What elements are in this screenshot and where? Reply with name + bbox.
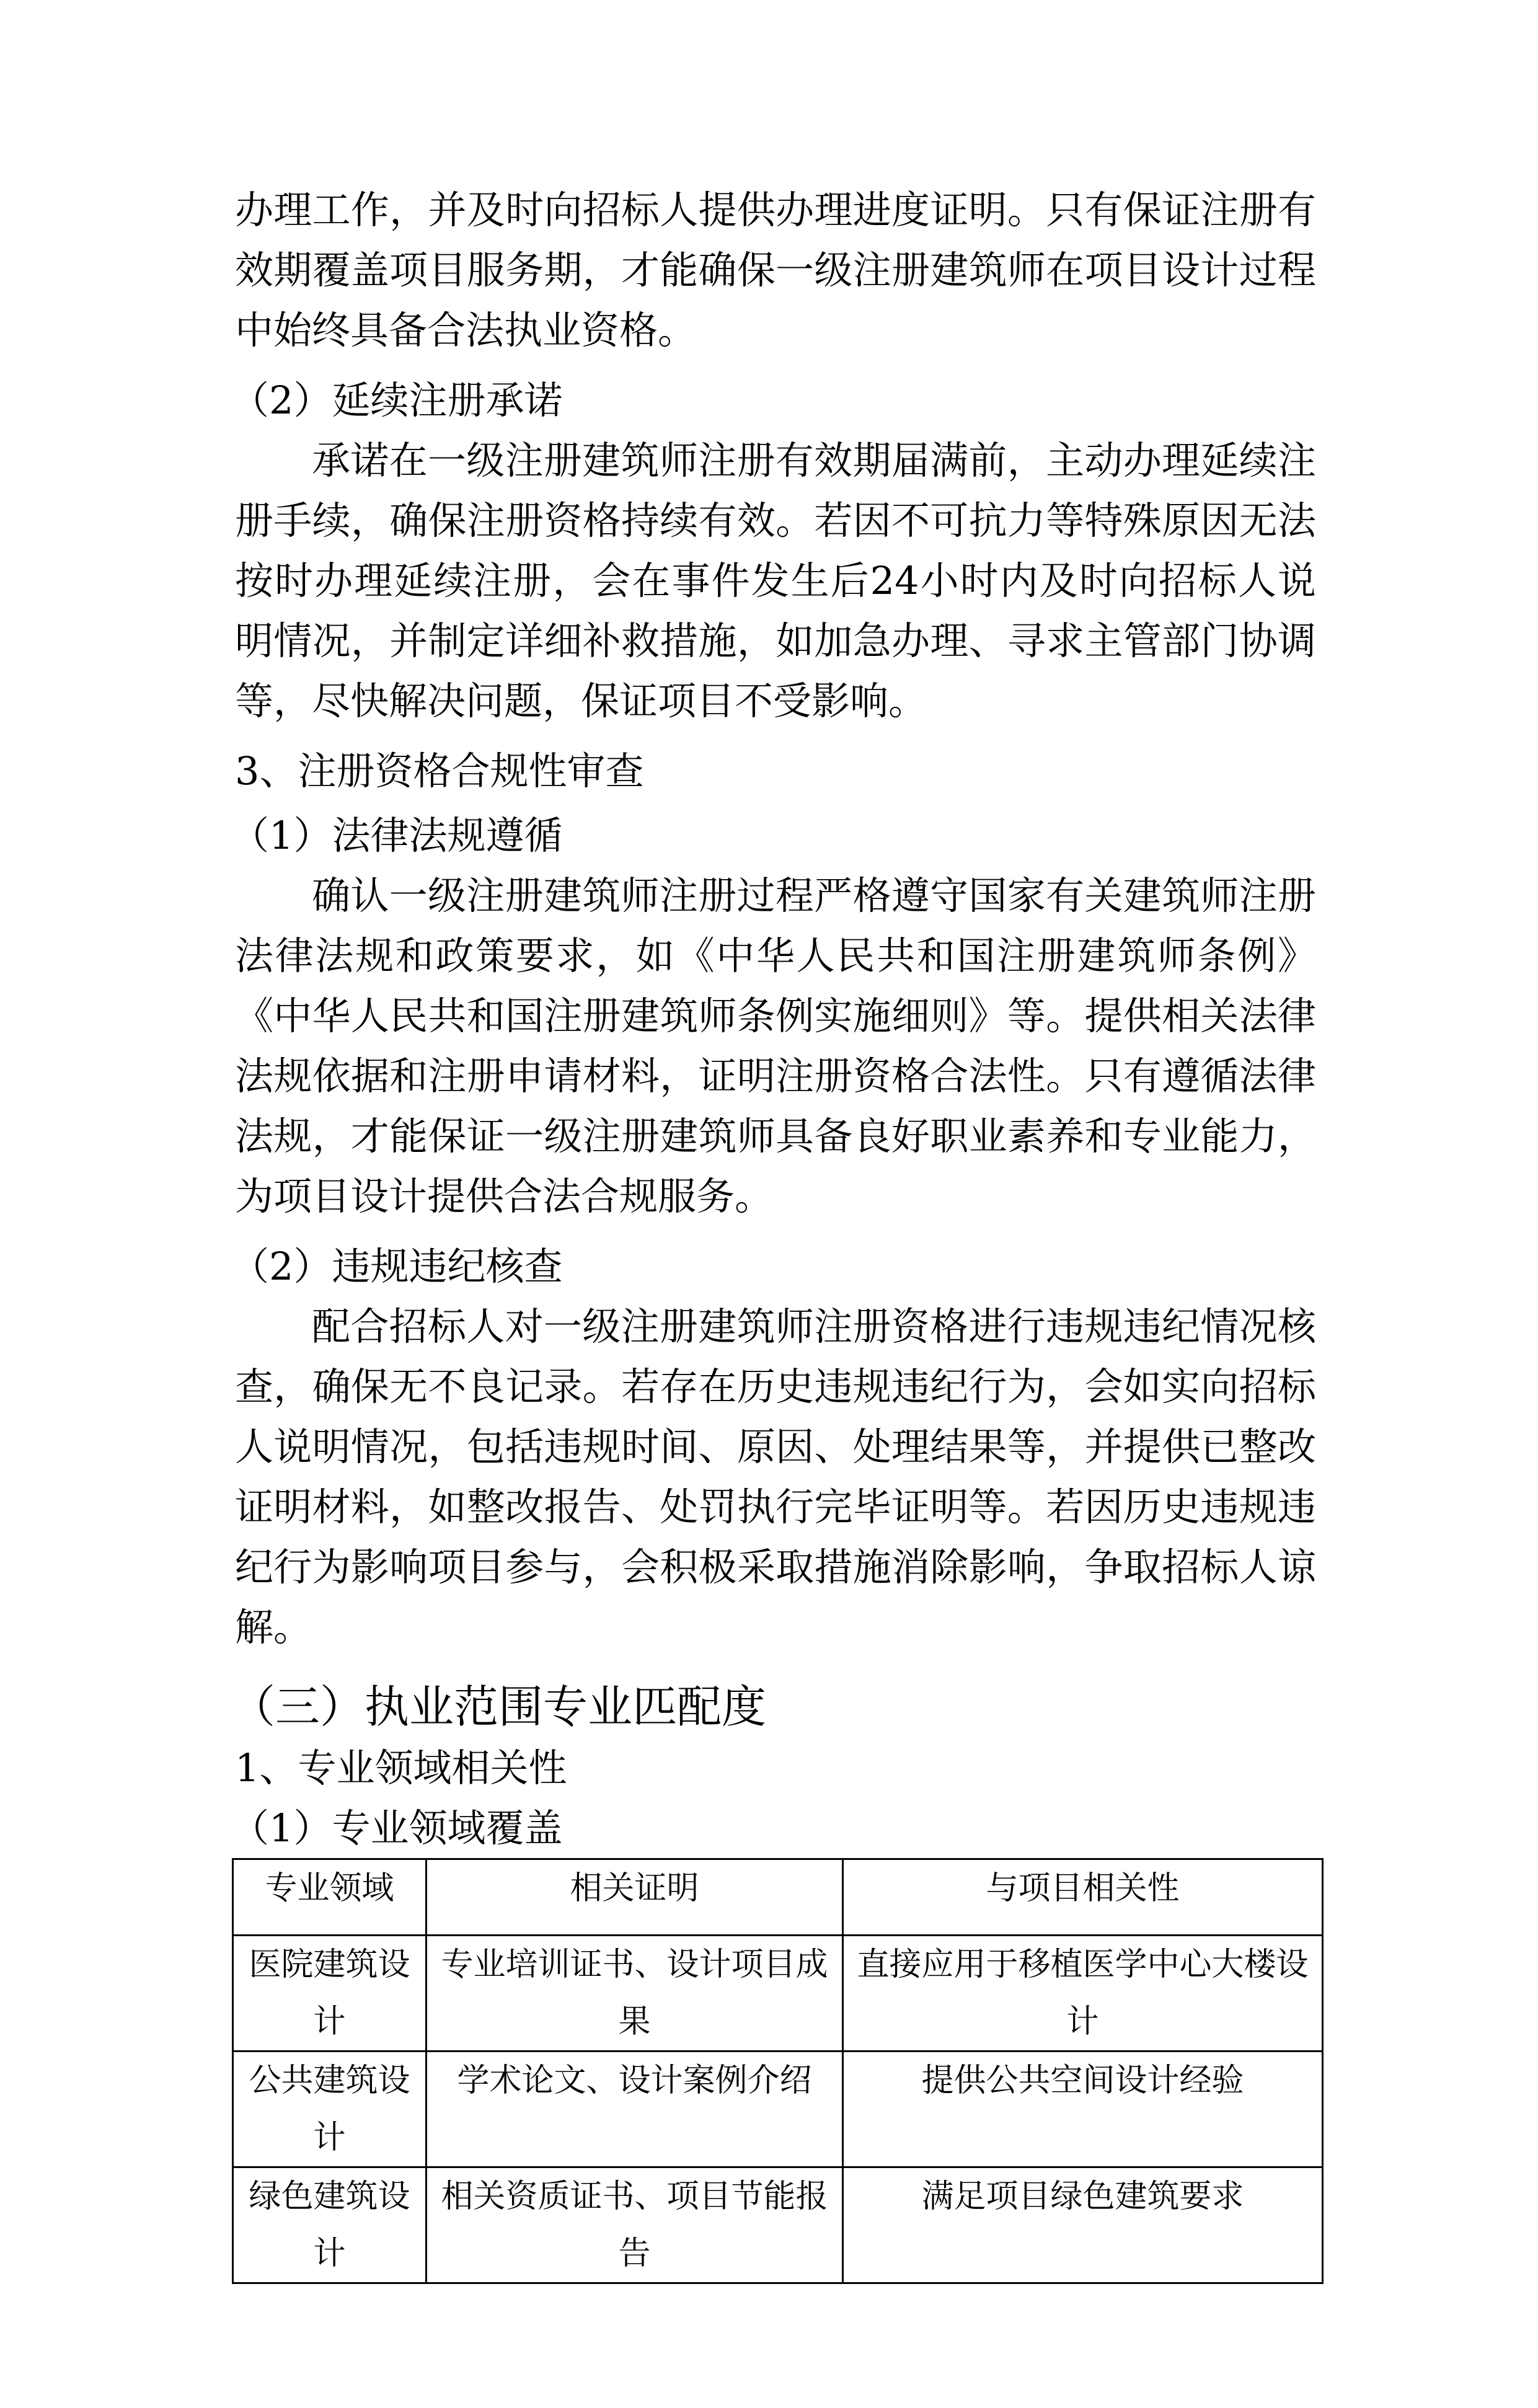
table-header-row (233, 1859, 1323, 1936)
field-coverage-table (232, 1858, 1324, 2284)
table-row (233, 2167, 1323, 2283)
subheading-violation: （2）违规违纪核查 (231, 1244, 563, 1289)
table-cell: 学术论文、设计案例介绍 (426, 2052, 843, 2167)
subheading-field-coverage: （1）专业领域覆盖 (231, 1805, 563, 1851)
subheading-renewal: （2）延续注册承诺 (231, 378, 563, 423)
header-cell: 专业领域 (233, 1859, 426, 1936)
heading-field-relevance: 1、专业领域相关性 (235, 1745, 567, 1791)
header-cell: 相关证明 (426, 1859, 843, 1936)
paragraph-renewal: 承诺在一级注册建筑师注册有效期届满前，主动办理延续注册手续，确保注册资格持续有效。若因不可抗力等特殊原因无法按时办理延续注册，会在事件发生后24小时内及时向招标人说明情况，并制定详细补救措施，如加急办理、寻求主管部门协调等，尽快解决问题，保证项目不受影响。 (235, 438, 1316, 724)
subheading-law: （1）法律法规遵循 (231, 813, 563, 858)
table-cell: 绿色建筑设计 (233, 2167, 426, 2283)
table-cell: 公共建筑设计 (233, 2052, 426, 2167)
heading-compliance-review: 3、注册资格合规性审查 (235, 748, 644, 794)
table-row (233, 2052, 1323, 2167)
table-cell: 专业培训证书、设计项目成果 (426, 1936, 843, 2052)
table-cell: 医院建筑设计 (233, 1936, 426, 2052)
table-row (233, 1936, 1323, 2052)
paragraph-registration-validity: 办理工作，并及时向招标人提供办理进度证明。只有保证注册有效期覆盖项目服务期，才能确保一级注册建筑师在项目设计过程中始终具备合法执业资格。 (235, 187, 1316, 353)
header-cell: 与项目相关性 (843, 1859, 1323, 1936)
table-cell: 相关资质证书、项目节能报告 (426, 2167, 843, 2283)
table-cell: 提供公共空间设计经验 (843, 2052, 1323, 2167)
section-heading-scope-match: （三）执业范围专业匹配度 (231, 1681, 767, 1733)
paragraph-violation: 配合招标人对一级注册建筑师注册资格进行违规违纪情况核查，确保无不良记录。若存在历史违规违纪行为，会如实向招标人说明情况，包括违规时间、原因、处理结果等，并提供已整改证明材料，如整改报告、处罚执行完毕证明等。若因历史违规违纪行为影响项目参与，会积极采取措施消除影响，争取招标人谅解。 (235, 1304, 1316, 1650)
paragraph-law: 确认一级注册建筑师注册过程严格遵守国家有关建筑师注册法律法规和政策要求，如《中华人民共和国注册建筑师条例》《中华人民共和国注册建筑师条例实施细则》等。提供相关法律法规依据和注册申请材料，证明注册资格合法性。只有遵循法律法规，才能保证一级注册建筑师具备良好职业素养和专业能力，为项目设计提供合法合规服务。 (235, 873, 1316, 1219)
table-cell: 直接应用于移植医学中心大楼设计 (843, 1936, 1323, 2052)
table-cell: 满足项目绿色建筑要求 (843, 2167, 1323, 2283)
